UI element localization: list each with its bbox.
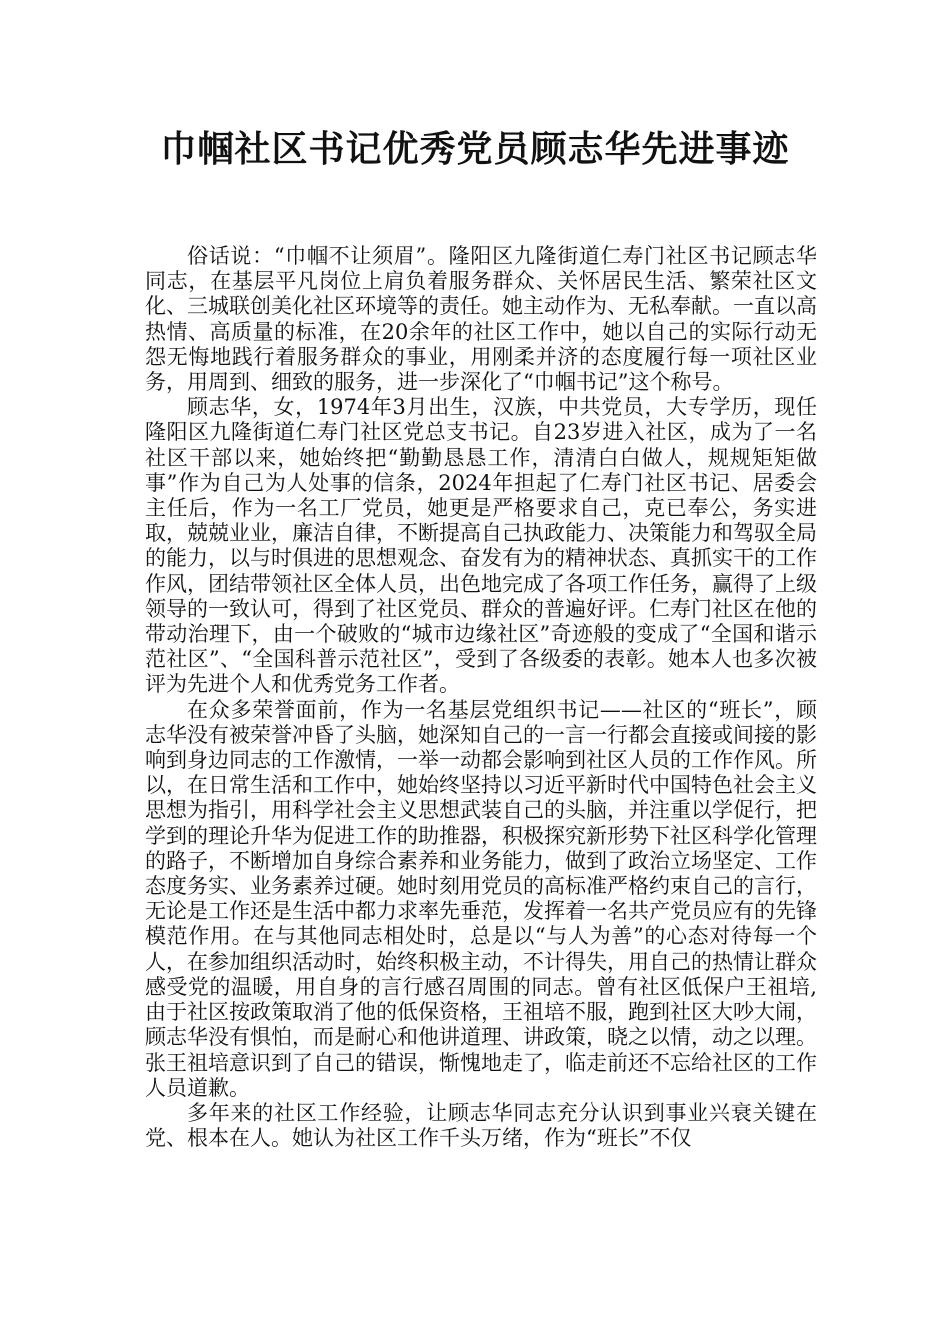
paragraph-experience: 多年来的社区工作经验，让顾志华同志充分认识到事业兴衰关键在党、根本在人。她认为社区工作千头万绪，作为“班长”不仅 xyxy=(145,1100,817,1151)
paragraph-biography: 顾志华，女，1974年3月出生，汉族，中共党员，大专学历，现任隆阳区九隆街道仁寿门社区党总支书记。自23岁进入社区，成为了一名社区干部以来，她始终把“勤勤恳恳工作，清清白白做人，规规矩矩做事”作为自己为人处事的信条，2024年担起了仁寿门社区书记、居委会主任后，作为一名工厂党员，她更是严格要求自己，克已奉公，务实进取，兢兢业业，廉洁自律，不断提高自己执政能力、决策能力和驾驭全局的能力，以与时俱进的思想观念、奋发有为的精神状态、真抓实干的工作作风，团结带领社区全体人员，出色地完成了各项工作任务，赢得了上级领导的一致认可，得到了社区党员、群众的普遍好评。仁寿门社区在他的带动治理下，由一个破败的“城市边缘社区”奇迹般的变成了“全国和谐示范社区”、“全国科普示范社区”，受到了各级委的表彰。她本人也多次被评为先进个人和优秀党务工作者。 xyxy=(145,395,817,697)
paragraph-intro: 俗话说：“巾帼不让须眉”。隆阳区九隆街道仁寿门社区书记顾志华同志，在基层平凡岗位上肩负着服务群众、关怀居民生活、繁荣社区文化、三城联创美化社区环境等的责任。她主动作为、无私奉献。一直以高热情、高质量的标准，在20余年的社区工作中，她以自己的实际行动无怨无悔地践行着服务群众的事业，用刚柔并济的态度履行每一项社区业务，用周到、细致的服务，进一步深化了“巾帼书记”这个称号。 xyxy=(145,244,817,395)
document-body xyxy=(145,244,817,1151)
paragraph-honors: 在众多荣誉面前，作为一名基层党组织书记——社区的“班长”，顾志华没有被荣誉冲昏了头脑，她深知自己的一言一行都会直接或间接的影响到身边同志的工作激情，一举一动都会影响到社区人员的工作作风。所以，在日常生活和工作中，她始终坚持以习近平新时代中国特色社会主义思想为指引，用科学社会主义思想武装自己的头脑，并注重以学促行，把学到的理论升华为促进工作的助推器，积极探究新形势下社区科学化管理的路子，不断增加自身综合素养和业务能力，做到了政治立场坚定、工作态度务实、业务素养过硬。她时刻用党员的高标准严格约束自己的言行，无论是工作还是生活中都力求率先垂范，发挥着一名共产党员应有的先锋模范作用。在与其他同志相处时，总是以“与人为善”的心态对待每一个人，在参加组织活动时，始终积极主动，不计得失，用自己的热情让群众感受党的温暖，用自身的言行感召周围的同志。曾有社区低保户王祖培,由于社区按政策取消了他的低保资格，王祖培不服，跑到社区大吵大闹，顾志华没有惧怕，而是耐心和他讲道理、讲政策，晓之以情，动之以理。张王祖培意识到了自己的错误，惭愧地走了，临走前还不忘给社区的工作人员道歉。 xyxy=(145,697,817,1100)
document-title: 巾帼社区书记优秀党员顾志华先进事迹 xyxy=(160,129,790,170)
